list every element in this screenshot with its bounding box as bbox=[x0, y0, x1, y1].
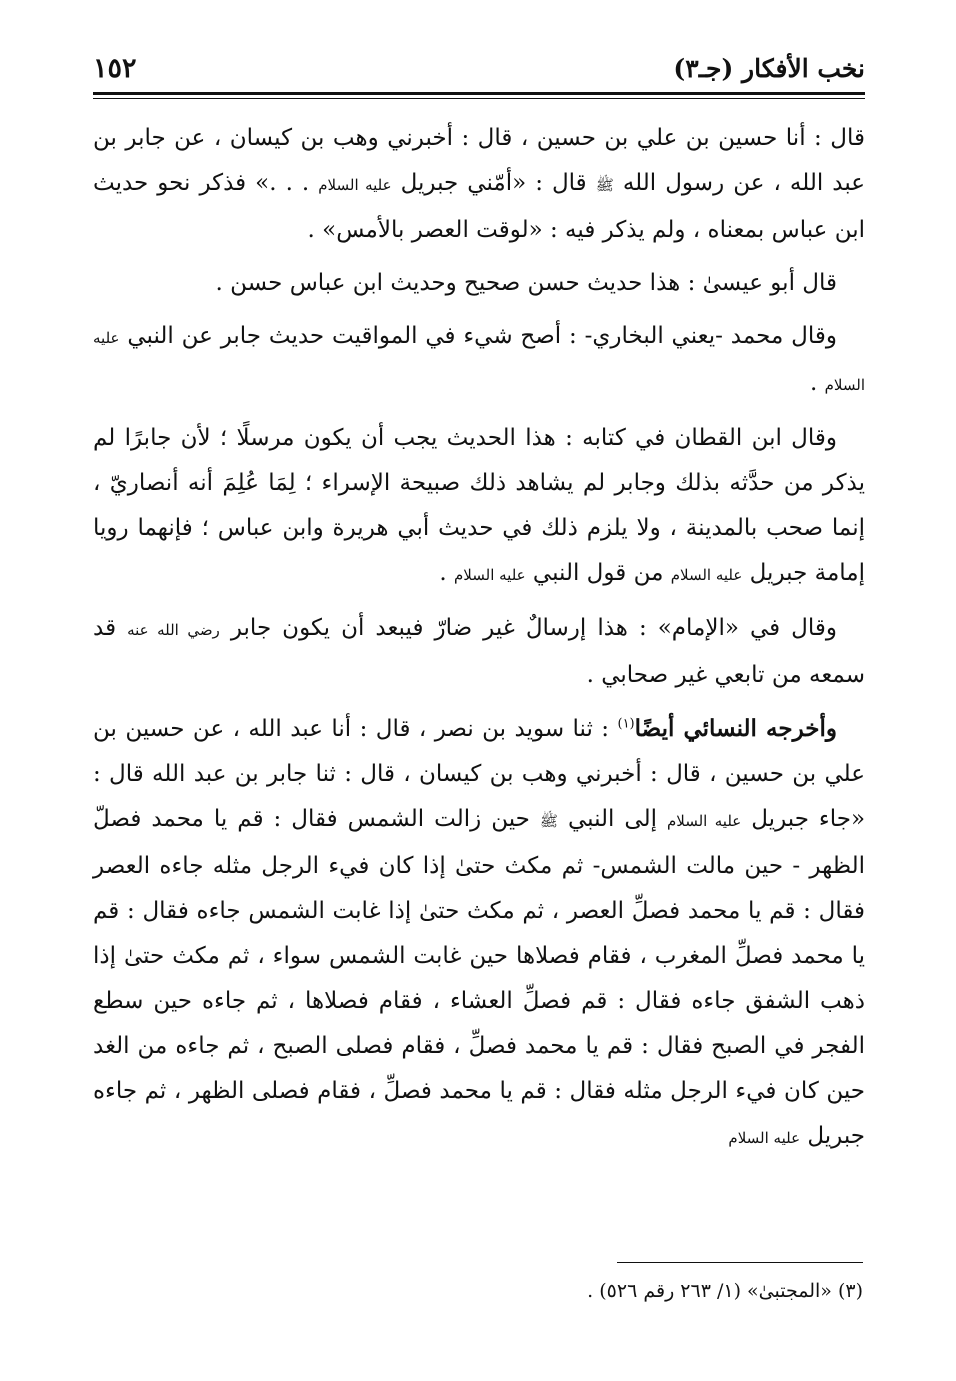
footnote: (٣) «المجتبىٰ» (١/ ٢٦٣ رقم ٥٢٦) . bbox=[587, 1280, 863, 1302]
text-segment: وقال محمد -يعني البخاري- : أصح شيء في المواقيت حديث جابر عن النبي bbox=[119, 323, 837, 349]
page-number: ١٥٢ bbox=[93, 53, 137, 84]
text-segment: قد سمعه من تابعي غير صحابي . bbox=[93, 615, 865, 688]
paragraph bbox=[93, 706, 865, 1161]
paragraph bbox=[93, 314, 865, 408]
lead-phrase: وأخرجه النسائي أيضًا bbox=[634, 715, 837, 742]
text-segment: وقال ابن القطان في كتابه : هذا الحديث يجب أن يكون مرسلًا ؛ لأن جابرًا لم يذكر من حدَّثه بذلك وجابر لم يشاهد ذلك صبيحة الإسراء ؛ لِمَا عُلِمَ أنه أنصاريّ ، إنما صحب بالمدينة ، ولا يلزم ذلك في حديث أبي هريرة وابن عباس ؛ فإنهما رويا إمامة جبريل bbox=[93, 425, 865, 586]
text-segment: حين زالت الشمس فقال : قم يا محمد فصلّ الظهر - حين مالت الشمس- ثم مكث حتىٰ إذا كان فيء الرجل مثله جاءه العصر فقال : قم يا محمد فصلِّ العصر ، ثم مكث حتىٰ إذا غابت الشمس جاءه فقال : قم يا محمد فصلِّ المغرب ، فقام فصلاها حين غابت الشمس سواء ، ثم مكث حتىٰ إذا ذهب الشفق جاءه فقال : قم فصلِّ العشاء ، فقام فصلاها ، ثم جاءه حين سطع الفجر في الصبح فقال : قم يا محمد فصلِّ ، فقام فصلى الصبح ، ثم جاءه من الغد حين كان فيء الرجل مثله فقال : قم يا محمد فصلِّ ، فقام فصلى الظهر ، ثم جاءه جبريل bbox=[93, 806, 866, 1149]
honorific-phrase: عليه السلام bbox=[93, 329, 865, 394]
running-title: نخب الأفكار (جـ٣) bbox=[673, 54, 865, 83]
text-segment: وقال في «الإمام» : هذا إرسالٌ غير ضارّ فيبعد أن يكون جابر bbox=[219, 615, 837, 641]
honorific-phrase: عليه السلام bbox=[670, 566, 743, 584]
honorific-phrase: عليه السلام bbox=[318, 176, 392, 194]
text-segment: من قول النبي bbox=[525, 560, 671, 586]
text-segment: . . .» فذكر نحو حديث ابن عباس بمعناه ، ولم يذكر فيه : «لوقت العصر بالأمس» . bbox=[93, 170, 865, 243]
paragraph bbox=[93, 261, 865, 306]
main-text bbox=[93, 116, 865, 1169]
paragraph bbox=[93, 606, 865, 698]
paragraph bbox=[93, 116, 865, 253]
text-segment: إلى النبي bbox=[557, 806, 667, 832]
honorific-phrase: عليه السلام bbox=[666, 812, 742, 830]
honorific-phrase: عليه السلام bbox=[728, 1129, 801, 1147]
text-segment: قال أبو عيسىٰ : هذا حديث حسن صحيح وحديث ابن عباس حسن . bbox=[215, 270, 837, 296]
text-segment: قال : أنا حسين بن علي بن حسين ، قال : أخبرني وهب بن كيسان ، عن جابر بن عبد الله ، عن رسول الله bbox=[93, 125, 865, 196]
text-segment: . bbox=[810, 370, 825, 396]
paragraph bbox=[93, 416, 865, 598]
honorific-phrase: ﷺ bbox=[595, 176, 614, 194]
honorific-phrase: ﷺ bbox=[539, 812, 558, 830]
footnote-reference: (١) bbox=[617, 716, 635, 732]
header-rule-thick bbox=[93, 92, 865, 95]
text-segment: . bbox=[439, 560, 454, 586]
footnote-separator bbox=[617, 1262, 863, 1263]
honorific-phrase: رضي الله عنه bbox=[127, 621, 220, 639]
header-rule-thin bbox=[93, 98, 865, 99]
page-header bbox=[93, 52, 865, 92]
honorific-phrase: عليه السلام bbox=[454, 566, 526, 584]
text-segment: : ثنا سويد بن نصر ، قال : أنا عبد الله ، عن حسين بن علي بن حسين ، قال : أخبرني وهب بن كيسان ، قال : ثنا جابر بن عبد الله قال : «جاء جبريل bbox=[93, 716, 866, 832]
text-segment: قال : «أمّني جبريل bbox=[391, 170, 596, 196]
